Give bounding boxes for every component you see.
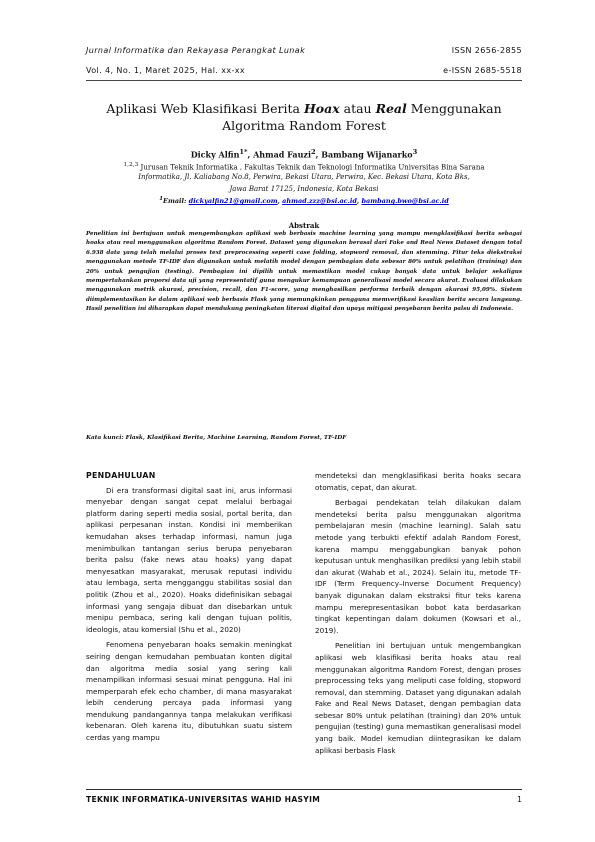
paragraph: mendeteksi dan mengklasifikasi berita hoaks secara otomatis, cepat, dan akurat. — [315, 471, 521, 492]
email-label: Email: — [163, 197, 189, 206]
affiliation-line-2: Informatika, Jl. Kaliabang No.8, Perwira, Bekasi Utara, Perwira, Kec. Bekasi Utara, Kota Bks, — [138, 173, 470, 181]
left-column — [86, 470, 292, 744]
title-real: Real — [375, 101, 407, 116]
title-hoax: Hoax — [303, 101, 340, 116]
issn: ISSN 2656-2855 — [451, 46, 522, 55]
paragraph: Berbagai pendekatan telah dilakukan dalam mendeteksi berita palsu menggunakan algoritma pembelajaran mesin (machine learning). Salah satu metode yang terbukti efektif adalah Random Forest, karena mampu menggabungkan banyak pohon keputusan untuk menghasilkan prediksi yang lebih stabil dan akurat (Wahab et al., 2024). Selain itu, metode TF-IDF (Term Frequency–Inverse Document Frequency) banyak digunakan dalam ekstraksi fitur teks karena mampu merepresentasikan bobot kata berdasarkan tingkat kepentingan dalam dokumen (Kowsari et al., 2019). — [315, 498, 521, 635]
header-divider — [86, 80, 522, 81]
page-number: 1 — [517, 795, 522, 804]
section-heading: PENDAHULUAN — [86, 471, 156, 480]
right-column — [315, 470, 521, 756]
author-2-sup: 2 — [310, 148, 316, 156]
journal-name: Jurnal Informatika dan Rekayasa Perangkat Lunak — [86, 46, 306, 55]
eissn: e-ISSN 2685-5518 — [443, 66, 522, 75]
title-part: Aplikasi Web Klasifikasi Berita — [106, 101, 304, 116]
affiliation-sup: 1,2,3 — [123, 162, 139, 168]
email-link-1[interactable]: dickyalfin21@gmail.com — [188, 197, 278, 206]
paper-title — [86, 100, 522, 134]
author-3-sup: 3 — [412, 148, 418, 156]
footer-divider — [86, 789, 522, 790]
abstract-heading: Abstrak — [288, 221, 320, 230]
footer-institution: TEKNIK INFORMATIKA-UNIVERSITAS WAHID HASYIM — [86, 795, 321, 804]
author-3: , Bambang Wijanarko — [315, 149, 413, 160]
title-line2: Algoritma Random Forest — [222, 118, 386, 133]
affiliation-line-3: Jawa Barat 17125, Indonesia, Kota Bekasi — [229, 185, 379, 193]
title-part: atau — [339, 101, 376, 116]
email-sup: 1 — [159, 196, 163, 202]
abstract-body: Penelitian ini bertujuan untuk mengembangkan aplikasi web berbasis machine learning yang mampu mengklasifikasi berita sebagai hoaks atau real menggunakan algoritma Random Forest. Dataset yang digunakan berasal dari Fake and Real News Dataset dengan total 6.938 data yang telah melalui proses text preprocessing seperti case folding, stopword removal, dan stemming. Fitur teks diekstraksi menggunakan metode TF-IDF dan digunakan untuk melatih model dengan pembagian data sebesar 80% untuk pelatihan (training) dan 20% untuk pengujian (testing). Pembagian ini dipilih untuk memastikan model cukup banyak data untuk belajar sekaligus mempertahankan proporsi data uji yang representatif guna mengukur kemampuan generalisasi model secara akurat. Evaluasi dilakukan menggunakan metrik akurasi, precision, recall, dan F1-score, yang menghasilkan performa terbaik dengan akurasi 95,09%. Sistem diimplementasikan ke dalam aplikasi web berbasis Flask yang memungkinkan pengguna memverifikasi keaslian berita secara langsung. Hasil penelitian ini diharapkan dapat mendukung peningkatan literasi digital dan upaya mitigasi penyebaran berita palsu di Indonesia. — [86, 231, 522, 313]
title-part: Menggunakan — [406, 101, 502, 116]
affiliation-text-1: Jurusan Teknik Informatika , Fakultas Teknik dan Teknologi Informatika Universitas Bina Sarana — [138, 163, 485, 172]
email-link-3[interactable]: bambang.bwo@bsi.ac.id — [361, 197, 449, 206]
paragraph: Penelitian ini bertujuan untuk mengembangkan aplikasi web klasifikasi berita hoaks atau real menggunakan algoritma Random Forest, dengan proses preprocessing teks yang meliputi case folding, stopword removal, dan stemming. Dataset yang digunakan adalah Fake and Real News Dataset, dengan pembagian data sebesar 80% untuk pelatihan (training) dan 20% untuk pengujian (testing) guna memastikan generalisasi model yang baik. Model kemudian diintegrasikan ke dalam aplikasi berbasis Flask — [315, 641, 521, 755]
author-1: Dicky Alfin — [190, 149, 240, 160]
author-2: , Ahmad Fauzi — [247, 149, 311, 160]
email-line: $^1$Email: dickyalfin21@gmail.com, ahmad.zzz@bsi.ac.id, bambang.bwo@bsi.ac.id — [159, 196, 449, 206]
paragraph: Fenomena penyebaran hoaks semakin meningkat seiring dengan kemudahan pembuatan konten digital dan algoritma media sosial yang sering kali menampilkan informasi sesuai minat pengguna. Hal ini memperparah efek echo chamber, di mana masyarakat lebih cenderung percaya pada informasi yang mendukung pandangannya tanpa melakukan verifikasi kebenaran. Oleh karena itu, dibutuhkan suatu sistem cerdas yang mampu — [86, 640, 292, 743]
keywords: Kata kunci: Flask, Klasifikasi Berita, Machine Learning, Random Forest, TF-IDF — [86, 435, 347, 441]
volume-info: Vol. 4, No. 1, Maret 2025, Hal. xx-xx — [86, 66, 246, 75]
email-link-2[interactable]: ahmad.zzz@bsi.ac.id — [282, 197, 357, 206]
author-1-sup: 1* — [239, 148, 248, 156]
paragraph: Di era transformasi digital saat ini, arus informasi menyebar dengan sangat cepat melalui berbagai platform daring seperti media sosial, portal berita, dan aplikasi perpesanan instan. Kondisi ini memberikan kemudahan akses terhadap informasi, namun juga menimbulkan tantangan serius berupa penyebaran berita palsu (fake news atau hoaks) yang dapat menyesatkan masyarakat, merusak reputasi individu atau lembaga, serta mengganggu stabilitas sosial dan politik (Zhou et al., 2020). Hoaks didefinisikan sebagai informasi yang sengaja dibuat dan disebarkan untuk menipu pembaca, sering kali dengan tujuan politis, ideologis, atau komersial (Shu et al., 2020) — [86, 485, 292, 634]
author-list — [86, 148, 522, 160]
